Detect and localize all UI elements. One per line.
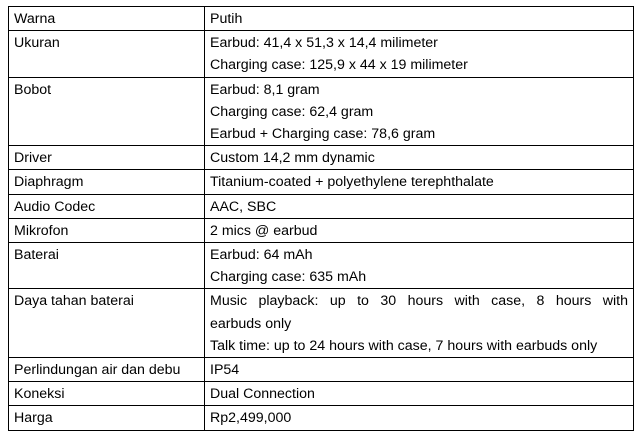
spec-row-koneksi xyxy=(9,382,634,406)
spec-value-line: Music playback: up to 30 hours with case, 8 hours with xyxy=(210,293,628,310)
spec-label: Ukuran xyxy=(9,31,205,77)
spec-value-line: Charging case: 62,4 gram xyxy=(210,103,374,120)
spec-row-perlindungan xyxy=(9,358,634,382)
spec-label: Daya tahan baterai xyxy=(9,289,205,358)
spec-value-line: Earbud: 8,1 gram xyxy=(210,81,320,98)
spec-label: Driver xyxy=(9,146,205,170)
spec-value xyxy=(205,194,634,218)
spec-row-driver xyxy=(9,146,634,170)
spec-value-line: Dual Connection xyxy=(210,386,315,403)
spec-value-line: Earbud: 64 mAh xyxy=(210,247,313,264)
spec-label: Perlindungan air dan debu xyxy=(9,358,205,382)
spec-value-line: Charging case: 635 mAh xyxy=(210,269,367,286)
spec-label: Diaphragm xyxy=(9,170,205,194)
spec-row-harga xyxy=(9,406,634,430)
spec-value xyxy=(205,243,634,289)
spec-value-line: Charging case: 125,9 x 44 x 19 milimeter xyxy=(210,57,468,74)
spec-value xyxy=(205,146,634,170)
spec-value-line: Putih xyxy=(210,11,243,27)
spec-row-baterai xyxy=(9,243,634,289)
spec-row-diaphragm xyxy=(9,170,634,194)
spec-label: Mikrofon xyxy=(9,218,205,242)
spec-row-warna xyxy=(9,7,634,31)
spec-value-line: Titanium-coated + polyethylene terephthalate xyxy=(210,174,494,191)
spec-value xyxy=(205,406,634,430)
spec-value-line: Custom 14,2 mm dynamic xyxy=(210,150,375,167)
spec-value-line: Earbud: 41,4 x 51,3 x 14,4 milimeter xyxy=(210,35,438,52)
spec-row-bobot xyxy=(9,77,634,146)
spec-value xyxy=(205,358,634,382)
spec-label: Warna xyxy=(9,7,205,31)
spec-value-line: AAC, SBC xyxy=(210,198,277,215)
spec-value-line: 2 mics @ earbud xyxy=(210,222,318,239)
spec-row-ukuran xyxy=(9,31,634,77)
spec-value xyxy=(205,77,634,146)
spec-row-daya-tahan-baterai xyxy=(9,289,634,358)
spec-label: Harga xyxy=(9,406,205,430)
spec-table xyxy=(8,6,634,431)
spec-value xyxy=(205,289,634,358)
spec-row-audio-codec xyxy=(9,194,634,218)
spec-value-line: Rp2,499,000 xyxy=(210,410,292,427)
spec-value xyxy=(205,382,634,406)
spec-value xyxy=(205,218,634,242)
spec-value-line: IP54 xyxy=(210,362,240,379)
spec-value xyxy=(205,31,634,77)
spec-label: Bobot xyxy=(9,77,205,146)
spec-label: Audio Codec xyxy=(9,194,205,218)
spec-label: Koneksi xyxy=(9,382,205,406)
spec-value xyxy=(205,170,634,194)
spec-row-mikrofon xyxy=(9,218,634,242)
spec-value-line: earbuds only xyxy=(210,315,292,332)
spec-value-line: Talk time: up to 24 hours with case, 7 hours with earbuds only xyxy=(210,337,598,354)
spec-label: Baterai xyxy=(9,243,205,289)
spec-value-line: Earbud + Charging case: 78,6 gram xyxy=(210,126,436,143)
spec-value xyxy=(205,7,634,31)
